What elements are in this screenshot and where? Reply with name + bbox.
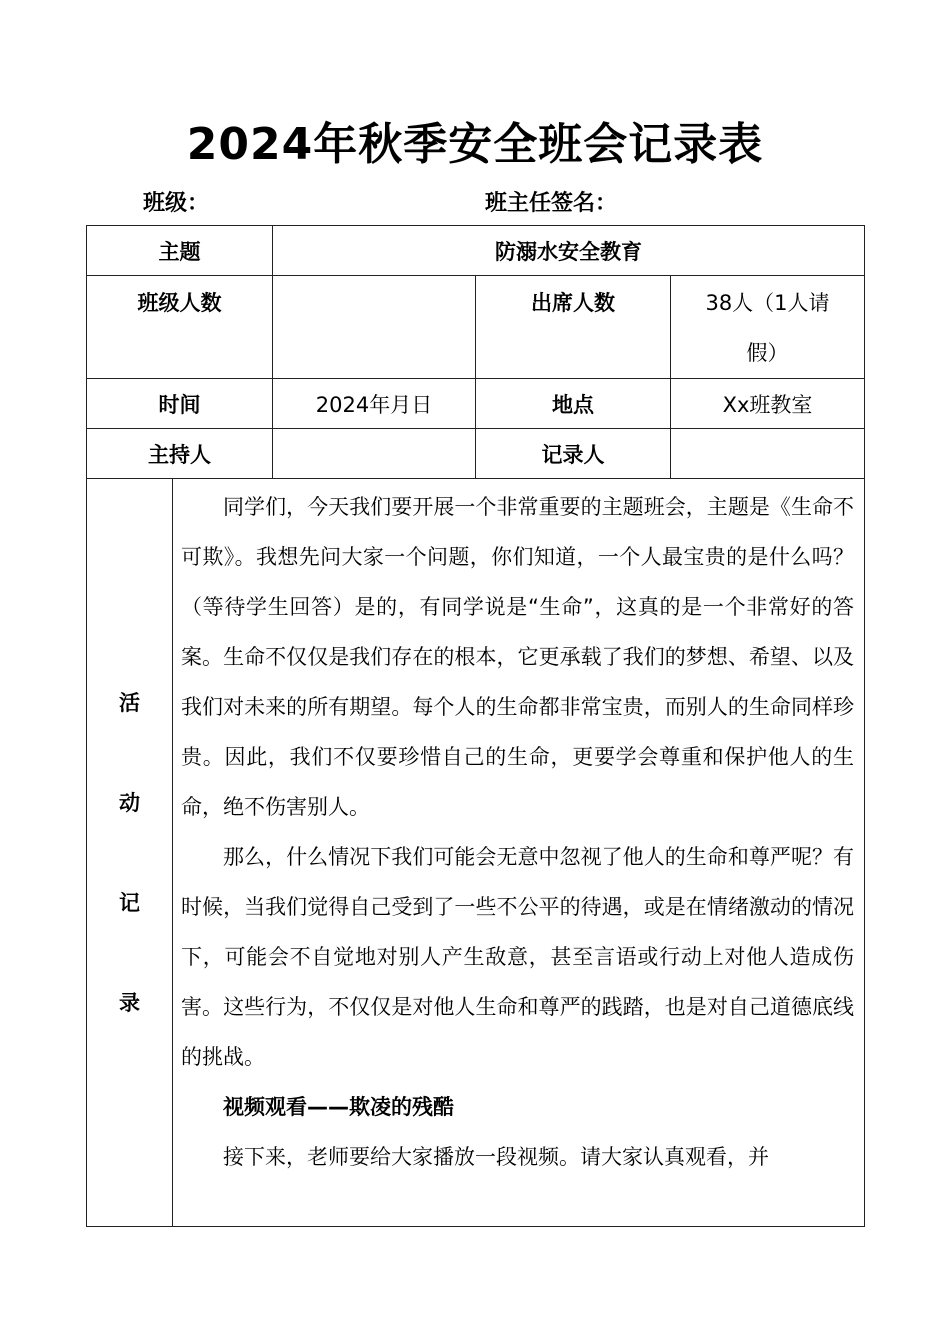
topic-row [87, 226, 865, 276]
time-row [87, 379, 865, 429]
topic-value: 防溺水安全教育 [273, 226, 865, 276]
host-row [87, 429, 865, 479]
topic-label: 主题 [87, 226, 273, 276]
activity-label-char: 动 [119, 790, 140, 815]
place-label: 地点 [476, 379, 671, 429]
attendance-row [87, 276, 865, 379]
activity-label-char: 录 [119, 990, 140, 1015]
activity-label-char: 活 [119, 690, 140, 715]
time-label: 时间 [87, 379, 273, 429]
activity-paragraph: 接下来，老师要给大家播放一段视频。请大家认真观看，并 [223, 1145, 769, 1169]
place-value: Xx班教室 [671, 379, 865, 429]
attendance-value: 38人（1人请假） [671, 276, 865, 379]
page-title: 2024年秋季安全班会记录表 [186, 119, 764, 170]
recorder-value [671, 429, 865, 479]
activity-label-char: 记 [119, 890, 140, 915]
host-value [273, 429, 476, 479]
activity-paragraph: 那么，什么情况下我们可能会无意中忽视了他人的生命和尊严呢？有时候，当我们觉得自己受到了一些不公平的待遇，或是在情绪激动的情况下，可能会不自觉地对别人产生敌意，甚至言语或行动上对他人造成伤害。这些行为，不仅仅是对他人生命和尊严的践踏，也是对自己道德底线的挑战。 [181, 845, 855, 1069]
class-size-value [273, 276, 476, 379]
activity-record-body [173, 479, 865, 1227]
activity-paragraph: 同学们，今天我们要开展一个非常重要的主题班会，主题是《生命不可欺》。我想先问大家一个问题，你们知道，一个人最宝贵的是什么吗？（等待学生回答）是的，有同学说是“生命”，这真的是一个非常好的答案。生命不仅仅是我们存在的根本，它更承载了我们的梦想、希望、以及我们对未来的所有期望。每个人的生命都非常宝贵，而别人的生命同样珍贵。因此，我们不仅要珍惜自己的生命，更要学会尊重和保护他人的生命，绝不伤害别人。 [181, 495, 855, 819]
class-field-label: 班级： [143, 191, 210, 216]
record-table [86, 225, 865, 1227]
class-size-label: 班级人数 [87, 276, 273, 379]
attendance-label: 出席人数 [476, 276, 671, 379]
teacher-signature-label: 班主任签名： [485, 191, 618, 216]
activity-subheading: 视频观看——欺凌的残酷 [223, 1095, 454, 1119]
recorder-label: 记录人 [476, 429, 671, 479]
time-value: 2024年月日 [273, 379, 476, 429]
host-label: 主持人 [87, 429, 273, 479]
activity-record-label [87, 479, 173, 1227]
activity-row [87, 479, 865, 1227]
